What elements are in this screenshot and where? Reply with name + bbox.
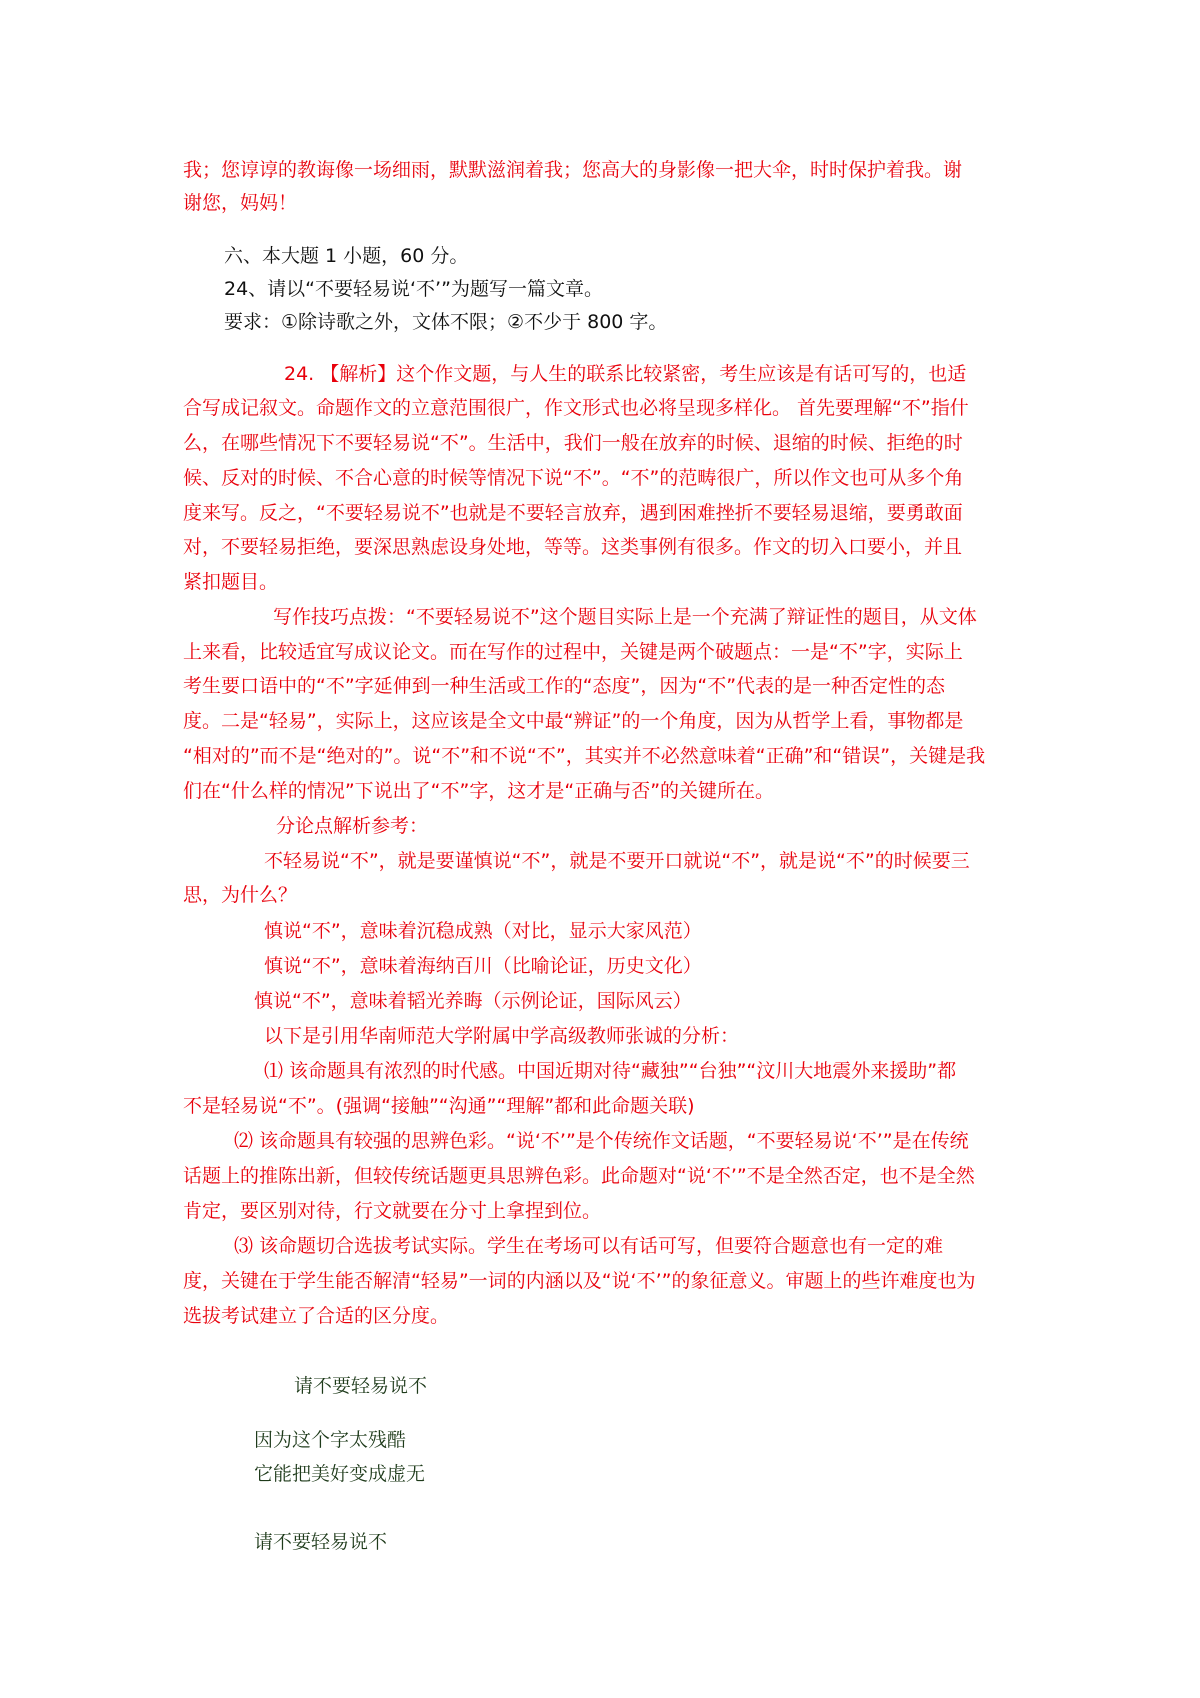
poem-stanza1-line-2: 它能把美好变成虚无: [254, 1463, 426, 1485]
skills-line-4: 度。二是“轻易”，实际上，这应该是全文中最“辨证”的一个角度，因为从哲学上看，事物都是: [183, 710, 964, 732]
point-item-1: 慎说“不”，意味着沉稳成熟（对比，显示大家风范）: [264, 920, 702, 942]
analysis-line-4: 候、反对的时候、不合心意的时候等情况下说“不”。“不”的范畴很广，所以作文也可从多个角: [183, 467, 964, 489]
analysis-line-5: 度来写。反之，“不要轻易说不”也就是不要轻言放弃，遇到困难挫折不要轻易退缩，要勇敢面: [183, 502, 963, 524]
expert-item3-line-3: 选拔考试建立了合适的区分度。: [183, 1305, 450, 1327]
skills-line-3: 考生要口语中的“不”字延伸到一种生活或工作的“态度”，因为“不”代表的是一种否定性的态: [183, 675, 946, 697]
poem-stanza1-line-1: 因为这个字太残酷: [254, 1429, 407, 1451]
expert-heading: 以下是引用华南师范大学附属中学高级教师张诚的分析：: [264, 1025, 740, 1047]
analysis-line-6: 对，不要轻易拒绝，要深思熟虑设身处地，等等。这类事例有很多。作文的切入口要小，并且: [183, 536, 963, 558]
answer-tail-line-1: 我；您谆谆的教诲像一场细雨，默默滋润着我；您高大的身影像一把大伞，时时保护着我。谢: [183, 159, 963, 181]
analysis-line-3: 么，在哪些情况下不要轻易说“不”。生活中，我们一般在放弃的时候、退缩的时候、拒绝的时: [183, 432, 963, 454]
skills-line-6: 们在“什么样的情况”下说出了“不”字，这才是“正确与否”的关键所在。: [183, 780, 775, 802]
question-requirement: 要求：①除诗歌之外，文体不限；②不少于 800 字。: [224, 311, 668, 333]
analysis-line-2: 合写成记叙文。命题作文的立意范围很广，作文形式也必将呈现多样化。 首先要理解“不”指什: [183, 397, 969, 419]
points-heading: 分论点解析参考：: [276, 815, 429, 837]
poem-stanza2-line-1: 请不要轻易说不: [254, 1531, 388, 1553]
analysis-line-7: 紧扣题目。: [183, 571, 279, 593]
expert-item2-line-2: 话题上的推陈出新，但较传统话题更具思辨色彩。此命题对“说‘不’”不是全然否定，也不是全然: [183, 1165, 975, 1187]
section-six-heading: 六、本大题 1 小题，60 分。: [224, 245, 469, 267]
point-item-2: 慎说“不”，意味着海纳百川（比喻论证，历史文化）: [264, 955, 702, 977]
expert-item3-line-1: ⑶ 该命题切合选拔考试实际。学生在考场可以有话可写，但要符合题意也有一定的难: [234, 1235, 944, 1257]
poem-title: 请不要轻易说不: [294, 1375, 428, 1397]
expert-item1-line-2: 不是轻易说“不”。(强调“接触”“沟通”“理解”都和此命题关联): [183, 1095, 695, 1117]
skills-line-2: 上来看，比较适宜写成议论文。而在写作的过程中，关键是两个破题点：一是“不”字，实际上: [183, 641, 963, 663]
answer-tail-line-2: 谢您，妈妈！: [183, 192, 298, 214]
points-intro-line-1: 不轻易说“不”，就是要谨慎说“不”，就是不要开口就说“不”，就是说“不”的时候要三: [264, 850, 970, 872]
points-intro-line-2: 思，为什么？: [183, 884, 298, 906]
question-24: 24、请以“不要轻易说‘不’”为题写一篇文章。: [224, 278, 603, 300]
skills-line-1: 写作技巧点拨：“不要轻易说不”这个题目实际上是一个充满了辩证性的题目，从文体: [273, 606, 977, 628]
skills-line-5: “相对的”而不是“绝对的”。说“不”和不说“不”，其实并不必然意味着“正确”和“错误”，关键是我: [183, 745, 986, 767]
expert-item2-line-3: 肯定，要区别对待，行文就要在分寸上拿捏到位。: [183, 1200, 602, 1222]
expert-item3-line-2: 度，关键在于学生能否解清“轻易”一词的内涵以及“说‘不’”的象征意义。审题上的些许难度也为: [183, 1270, 976, 1292]
analysis-line-1: 24. 【解析】这个作文题，与人生的联系比较紧密，考生应该是有话可写的，也适: [284, 363, 967, 385]
expert-item1-line-1: ⑴ 该命题具有浓烈的时代感。中国近期对待“藏独”“台独”“汶川大地震外来援助”都: [264, 1060, 957, 1082]
expert-item2-line-1: ⑵ 该命题具有较强的思辨色彩。“说‘不’”是个传统作文话题，“不要轻易说‘不’”是在传统: [234, 1130, 969, 1152]
point-item-3: 慎说“不”，意味着韬光养晦（示例论证，国际风云）: [254, 990, 692, 1012]
